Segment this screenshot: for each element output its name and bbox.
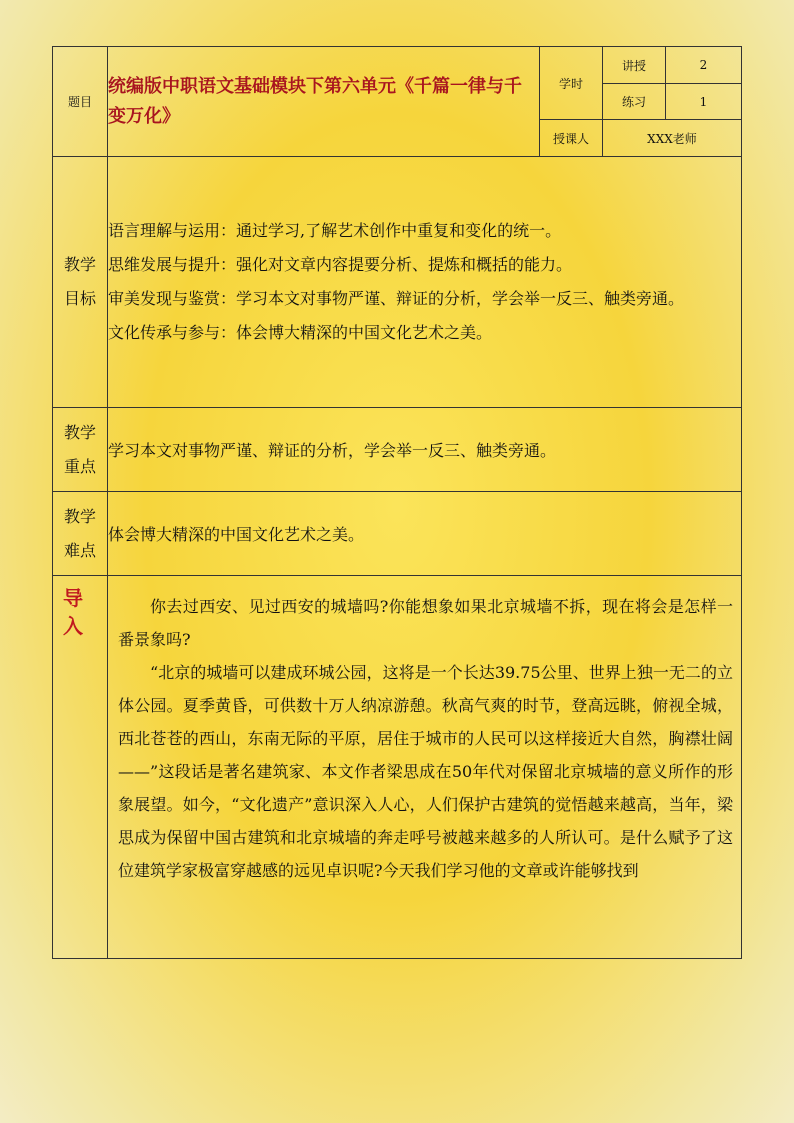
intro-row	[53, 576, 742, 959]
keypoints-label: 教学 重点	[53, 408, 108, 492]
practice-label: 练习	[603, 84, 666, 120]
keypoints-row	[53, 408, 742, 492]
goal-item: 审美发现与鉴赏：学习本文对事物严谨、辩证的分析，学会举一反三、触类旁通。	[108, 289, 685, 308]
hours-label: 学时	[540, 47, 603, 120]
teacher-label: 授课人	[540, 120, 603, 157]
keypoints-text: 学习本文对事物严谨、辩证的分析，学会举一反三、触类旁通。	[108, 408, 742, 492]
lecture-value: 2	[666, 47, 742, 84]
lecture-label: 讲授	[603, 47, 666, 84]
intro-label: 导 入	[53, 576, 108, 959]
difficulties-text: 体会博大精深的中国文化艺术之美。	[108, 492, 742, 576]
intro-paragraph: 你去过西安、见过西安的城墙吗?你能想象如果北京城墙不拆，现在将会是怎样一番景象吗?	[118, 597, 733, 649]
difficulties-row	[53, 492, 742, 576]
intro-paragraph: “北京的城墙可以建成环城公园，这将是一个长达39.75公里、世界上独一无二的立体公园。夏季黄昏，可供数十万人纳凉游憩。秋高气爽的时节，登高远眺，俯视全城，西北苍苍的西山，东南无际的平原，居住于城市的人民可以这样接近大自然，胸襟壮阔——”这段话是著名建筑家、本文作者梁思成在50年代对保留北京城墙的意义所作的形象展望。如今，“文化遗产”意识深入人心，人们保护古建筑的觉悟越来越高，当年，梁思成为保留中国古建筑和北京城墙的奔走呼号被越来越多的人所认可。是什么赋予了这位建筑学家极富穿越感的远见卓识呢?今天我们学习他的文章或许能够找到	[118, 663, 733, 880]
lesson-plan-table	[52, 46, 742, 959]
lesson-title: 统编版中职语文基础模块下第六单元《千篇一律与千变万化》	[108, 47, 540, 157]
goal-item: 语言理解与运用：通过学习,了解艺术创作中重复和变化的统一。	[108, 221, 562, 240]
intro-content	[108, 576, 742, 959]
goals-content	[108, 157, 742, 408]
header-row-1	[53, 47, 742, 84]
goal-item: 文化传承与参与：体会博大精深的中国文化艺术之美。	[108, 323, 493, 342]
difficulties-label: 教学 难点	[53, 492, 108, 576]
practice-value: 1	[666, 84, 742, 120]
goals-label: 教学 目标	[53, 157, 108, 408]
goals-row	[53, 157, 742, 408]
topic-label: 题目	[53, 47, 108, 157]
goal-item: 思维发展与提升：强化对文章内容提要分析、提炼和概括的能力。	[108, 255, 573, 274]
teacher-value: XXX老师	[603, 120, 742, 157]
